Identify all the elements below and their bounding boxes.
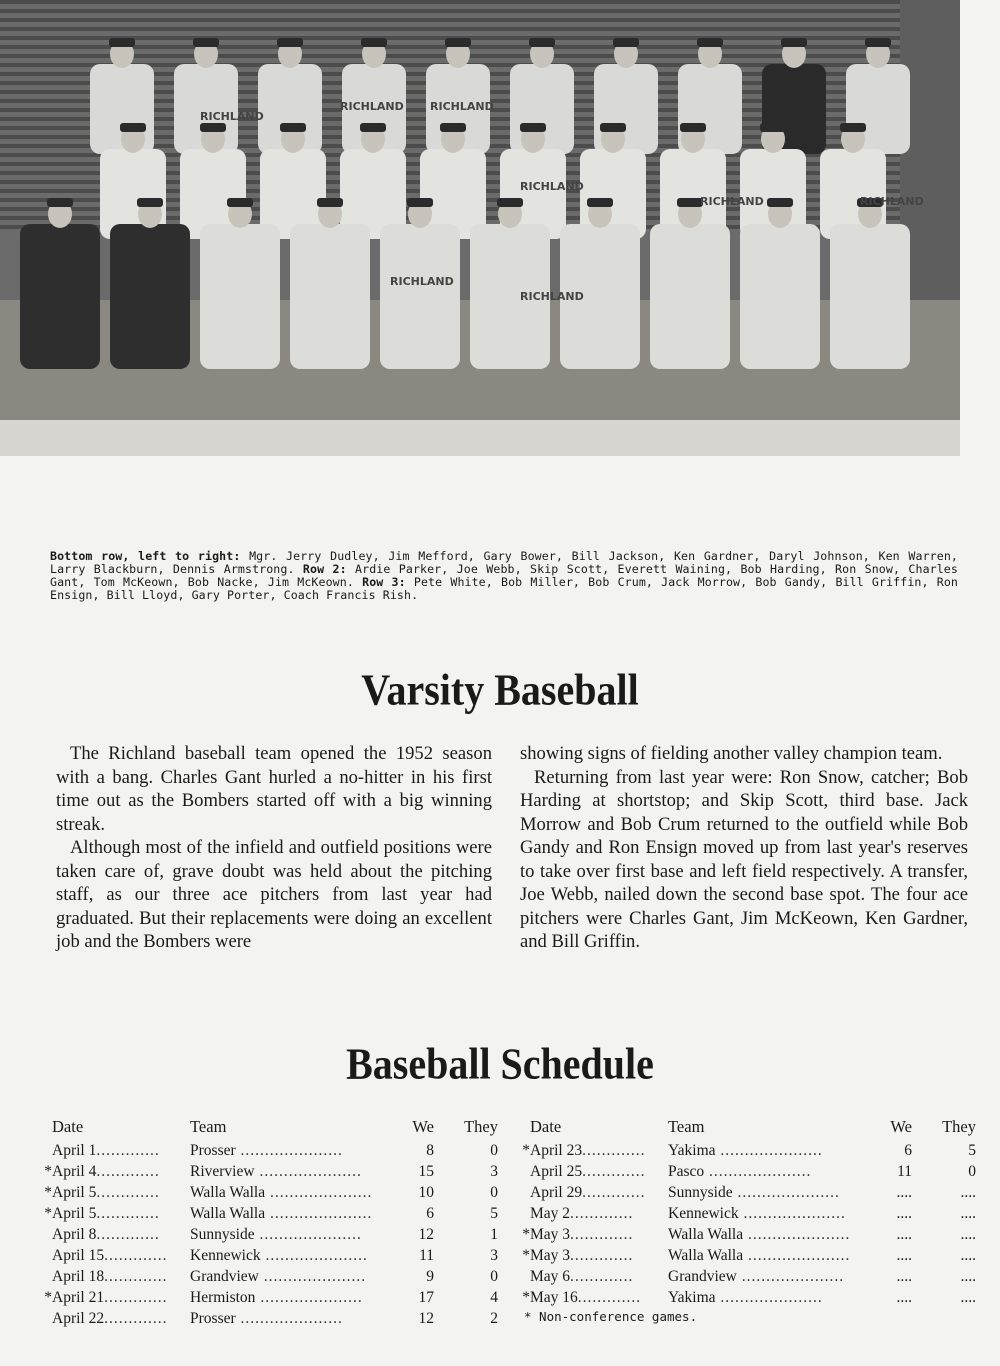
row-date: April 21............. [52,1288,168,1306]
row-they-score: 2 [490,1309,498,1327]
player-cap [193,38,219,47]
bleacher-slat [0,45,960,49]
player-cap [445,38,471,47]
row-date: April 5............. [52,1183,160,1201]
player-cap [109,38,135,47]
player-body [380,224,460,369]
row-team: Hermiston ..................... [190,1288,363,1306]
dot-leader: ............. [104,1246,168,1264]
dot-leader: ............. [570,1225,634,1243]
row-date: April 5............. [52,1204,160,1222]
dot-leader: ..................... [255,1288,363,1306]
schedule-row [520,1203,976,1224]
article-column-right [520,742,968,954]
row-they-score: 0 [968,1162,976,1180]
row-they-score: 3 [490,1162,498,1180]
player-cap [600,123,626,132]
row-we-score: 12 [418,1225,434,1243]
schedule-header-row [42,1117,498,1140]
player-cap [840,123,866,132]
row-they-score: .... [960,1225,976,1243]
player-cap [277,38,303,47]
schedule-row [42,1182,498,1203]
player-cap [767,198,793,207]
player-body [650,224,730,369]
row-noncon-marker [42,1308,52,1329]
row-we-score: 11 [897,1162,912,1180]
schedule-row [520,1287,976,1308]
row-they-score: 4 [490,1288,498,1306]
row-team: Walla Walla ..................... [190,1183,373,1201]
dot-leader: ............. [104,1309,168,1327]
header-date: Date [52,1117,84,1136]
row-date: May 3............. [530,1246,634,1264]
dot-leader: ............. [570,1204,634,1222]
caption-lead-label: Bottom row, left to right: [50,549,241,563]
caption-row3-label: Row 3: [362,575,406,589]
dot-leader: ............. [104,1267,168,1285]
row-noncon-marker: * [522,1141,530,1159]
header-team: Team [190,1117,227,1136]
dot-leader: ..................... [743,1225,851,1243]
dot-leader: ............. [570,1246,634,1264]
ground-light [0,420,960,456]
row-date: April 23............. [530,1141,646,1159]
article-title: Varsity Baseball [361,664,639,715]
row-we-score: 11 [419,1246,434,1264]
row-noncon-marker [520,1203,530,1224]
schedule-row [42,1140,498,1161]
caption-row1-text: Mgr. Jerry Dudley, Jim Mefford, Gary Bower, Bill Jackson, Ken Gardner, Daryl Johnson, Ken Warren, Larry Blackburn, Dennis Armstrong. [50,549,958,576]
schedule-row [42,1308,498,1329]
schedule-row [42,1287,498,1308]
dot-leader: ..................... [743,1246,851,1264]
bleacher-slat [0,9,960,13]
row-we-score: 9 [426,1267,434,1285]
row-team: Walla Walla ..................... [190,1204,373,1222]
row-team: Grandview ..................... [668,1267,845,1285]
player-body [740,224,820,369]
row-they-score: .... [960,1288,976,1306]
schedule-row [520,1245,976,1266]
row-they-score: 1 [490,1225,498,1243]
row-they-score: 0 [490,1267,498,1285]
row-noncon-marker: * [522,1225,530,1243]
schedule-row [42,1161,498,1182]
row-we-score: 17 [418,1288,434,1306]
jersey-lettering: RICHLAND [200,110,264,123]
row-we-score: .... [896,1204,912,1222]
row-noncon-marker [42,1266,52,1287]
dot-leader: ..................... [736,1267,845,1285]
dot-leader: ..................... [732,1183,840,1201]
dot-leader: ..................... [704,1162,812,1180]
row-we-score: .... [896,1183,912,1201]
dot-leader: ..................... [260,1246,368,1264]
row-we-score: 6 [426,1204,434,1222]
article-paragraph: showing signs of fielding another valley champion team. [520,743,943,764]
row-noncon-marker: * [44,1288,52,1306]
row-team: Kennewick ..................... [190,1246,368,1264]
player-body [20,224,100,369]
player-cap [781,38,807,47]
row-noncon-marker [520,1182,530,1203]
dot-leader: ..................... [265,1204,373,1222]
dot-leader: ............. [582,1162,646,1180]
player-cap [360,123,386,132]
player-cap [440,123,466,132]
row-noncon-marker [42,1245,52,1266]
player-cap [613,38,639,47]
jersey-lettering: RICHLAND [430,100,494,113]
dot-leader: ............. [577,1288,642,1306]
player-cap [137,198,163,207]
player-cap [407,198,433,207]
row-date: May 2............. [530,1204,634,1222]
schedule-table-left [42,1117,498,1329]
player-body [110,224,190,369]
player-cap [120,123,146,132]
article-paragraph: Although most of the infield and outfield positions were taken care of, grave doubt was held about the pitching staff, as our three ace pitchers from last year had graduated. But their replacements were doing an excellent job and the Bombers were [56,837,492,952]
caption-row3-text: Pete White, Bob Miller, Bob Crum, Jack Morrow, Bob Gandy, Bill Griffin, Ron Ensign, Bill Lloyd, Gary Porter, Coach Francis Rish. [50,575,958,602]
player-cap [680,123,706,132]
player-body [290,224,370,369]
dot-leader: ..................... [235,1309,343,1327]
dot-leader: ..................... [254,1162,362,1180]
article-column-left [56,742,492,954]
row-team: Pasco ..................... [668,1162,812,1180]
schedule-row [42,1245,498,1266]
bleacher-slat [0,36,960,40]
player-cap [697,38,723,47]
row-we-score: .... [896,1288,912,1306]
dot-leader: ..................... [254,1225,362,1243]
bleacher-slat [0,27,960,31]
row-noncon-marker [42,1140,52,1161]
header-they: They [942,1117,976,1136]
row-we-score: 15 [418,1162,434,1180]
row-noncon-marker: * [44,1183,52,1201]
jersey-lettering: RICHLAND [860,195,924,208]
jersey-lettering: RICHLAND [340,100,404,113]
row-we-score: .... [896,1225,912,1243]
row-noncon-marker [520,1266,530,1287]
row-we-score: 12 [418,1309,434,1327]
article-paragraph: The Richland baseball team opened the 1952 season with a bang. Charles Gant hurled a no-hitter in his first time out as the Bombers started off with a big winning streak. [56,743,492,835]
dot-leader: ..................... [258,1267,367,1285]
jersey-lettering: RICHLAND [700,195,764,208]
row-they-score: .... [960,1183,976,1201]
row-they-score: 0 [490,1141,498,1159]
row-team: Yakima ..................... [668,1288,823,1306]
row-they-score: 0 [490,1183,498,1201]
caption-row2-label: Row 2: [302,562,347,576]
player-cap [47,198,73,207]
row-we-score: .... [896,1267,912,1285]
row-they-score: .... [960,1204,976,1222]
row-team: Kennewick ..................... [668,1204,846,1222]
schedule-row [42,1266,498,1287]
dot-leader: ............. [96,1183,160,1201]
row-noncon-marker [42,1224,52,1245]
row-team: Grandview ..................... [190,1267,367,1285]
row-date: April 15............. [52,1246,168,1264]
row-noncon-marker: * [44,1162,52,1180]
player-cap [520,123,546,132]
caption-row2-text: Ardie Parker, Joe Webb, Skip Scott, Everett Waining, Bob Harding, Ron Snow, Charles Gant, Tom McKeown, Bob Nacke, Jim McKeown. [50,562,958,589]
header-they: They [464,1117,498,1136]
player-cap [760,123,786,132]
row-team: Yakima ..................... [668,1141,823,1159]
dot-leader: ............. [570,1267,634,1285]
schedule-row [42,1203,498,1224]
row-team: Sunnyside ..................... [668,1183,840,1201]
row-they-score: 5 [968,1141,976,1159]
row-team: Prosser ..................... [190,1141,343,1159]
schedule-row [520,1182,976,1203]
header-team: Team [668,1117,705,1136]
row-we-score: 8 [426,1141,434,1159]
row-date: April 25............. [530,1162,646,1180]
row-we-score: 10 [418,1183,434,1201]
schedule-row [520,1161,976,1182]
row-team: Prosser ..................... [190,1309,343,1327]
dot-leader: ..................... [715,1288,823,1306]
row-noncon-marker: * [44,1204,52,1222]
schedule-title: Baseball Schedule [346,1038,654,1089]
dot-leader: ............. [96,1141,160,1159]
row-team: Riverview ..................... [190,1162,362,1180]
row-they-score: .... [960,1246,976,1264]
player-cap [280,123,306,132]
player-cap [865,38,891,47]
schedule-row [520,1140,976,1161]
dot-leader: ............. [96,1225,160,1243]
bleacher-slat [0,0,960,4]
player-cap [200,123,226,132]
schedule-header-row [520,1117,976,1140]
dot-leader: ..................... [235,1141,343,1159]
row-we-score: .... [896,1246,912,1264]
article-paragraph: Returning from last year were: Ron Snow, catcher; Bob Harding at shortstop; and Skip Scott, third base. Jack Morrow and Bob Crum returned to the outfield while Bob Gandy and Ron Ensign moved up from last year's reserves to take over first base and left field respectively. A transfer, Joe Webb, nailed down the second base spot. The four ace pitchers were Charles Gant, Jim McKeown, Ken Gardner, and Bill Griffin. [520,766,968,952]
row-date: May 6............. [530,1267,634,1285]
row-date: April 29............. [530,1183,646,1201]
row-date: April 18............. [52,1267,168,1285]
team-photo [0,0,960,456]
row-team: Walla Walla ..................... [668,1246,851,1264]
team-photo-drawing [0,0,960,456]
row-team: Walla Walla ..................... [668,1225,851,1243]
row-date: May 3............. [530,1225,634,1243]
header-date: Date [530,1117,562,1136]
dot-leader: ..................... [715,1141,823,1159]
player-cap [227,198,253,207]
player-cap [529,38,555,47]
dot-leader: ..................... [265,1183,373,1201]
row-noncon-marker: * [522,1288,530,1306]
header-we: We [412,1117,434,1136]
jersey-lettering: RICHLAND [520,290,584,303]
photo-caption [50,550,958,602]
schedule-row [42,1224,498,1245]
row-they-score: .... [960,1267,976,1285]
schedule-row [520,1266,976,1287]
schedule-row [520,1224,976,1245]
row-date: April 1............. [52,1141,160,1159]
player-body [830,224,910,369]
jersey-lettering: RICHLAND [390,275,454,288]
row-date: April 22............. [52,1309,168,1327]
dot-leader: ............. [96,1162,160,1180]
dot-leader: ............. [96,1204,160,1222]
player-cap [587,198,613,207]
row-date: April 4............. [52,1162,160,1180]
schedule-footnote: * Non-conference games. [524,1309,698,1324]
player-cap [497,198,523,207]
row-they-score: 5 [490,1204,498,1222]
schedule-table-right [520,1117,976,1308]
row-date: May 16............. [530,1288,642,1306]
dot-leader: ............. [104,1288,168,1306]
row-they-score: 3 [490,1246,498,1264]
header-we: We [890,1117,912,1136]
row-team: Sunnyside ..................... [190,1225,362,1243]
jersey-lettering: RICHLAND [520,180,584,193]
row-we-score: 6 [904,1141,912,1159]
player-cap [317,198,343,207]
dot-leader: ............. [582,1183,646,1201]
row-noncon-marker [520,1161,530,1182]
dot-leader: ..................... [738,1204,846,1222]
bleacher-slat [0,54,960,58]
player-body [200,224,280,369]
bleacher-slat [0,18,960,22]
row-date: April 8............. [52,1225,160,1243]
row-noncon-marker: * [522,1246,530,1264]
dot-leader: ............. [582,1141,646,1159]
player-cap [361,38,387,47]
